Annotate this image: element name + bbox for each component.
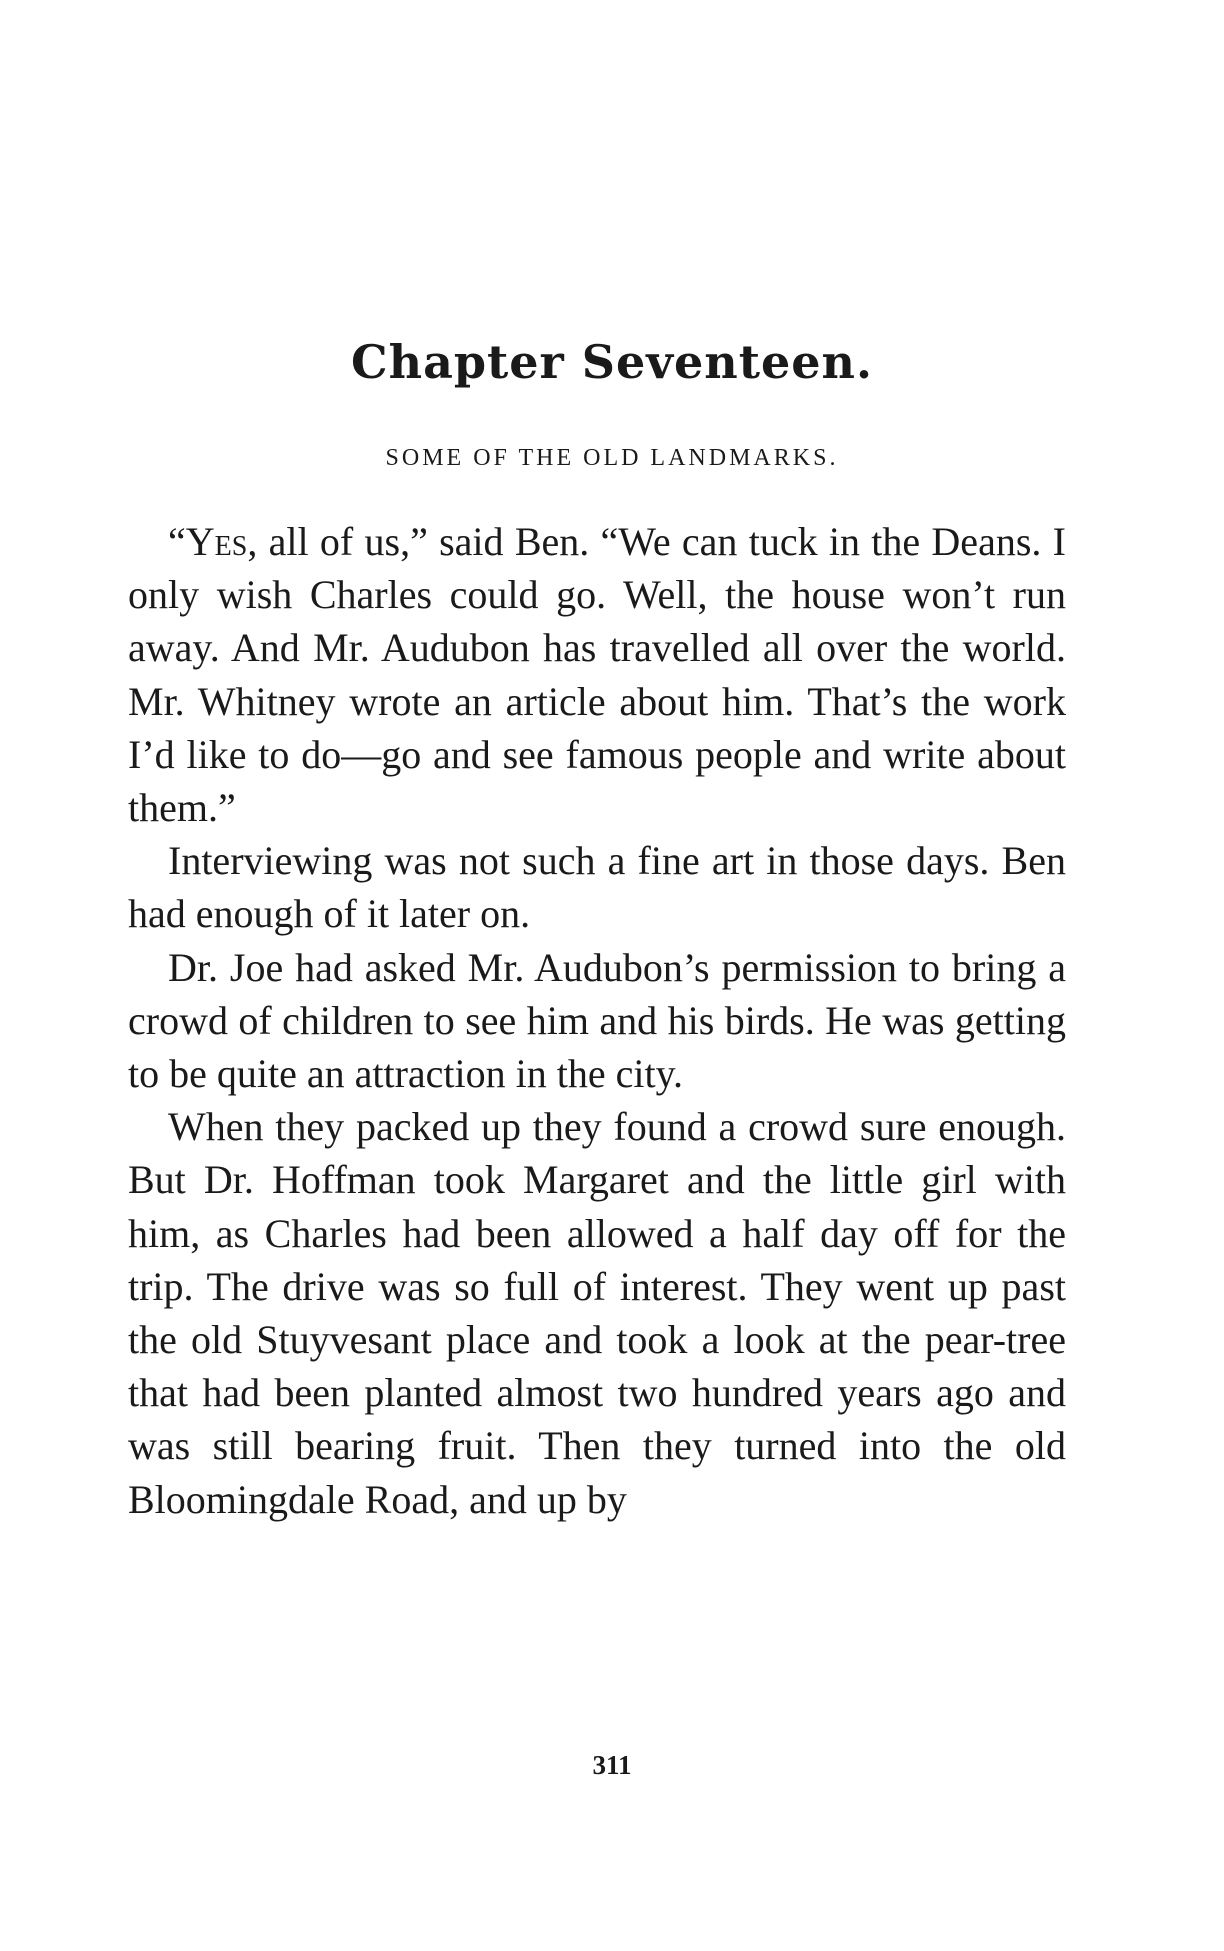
paragraph: [128, 515, 1066, 834]
paragraph-text: , all of us,” said Ben. “We can tuck in the Deans. I only wish Charles could go. Well, the house won’t run away. And Mr. Audubon has travelled all over the world. Mr. Whitney wrote an article about him. That’s the work I’d like to do—go and see famous people and write about them.”: [128, 519, 1066, 831]
body-text: [128, 515, 1066, 1526]
paragraph-text: When they packed up they found a crowd sure enough. But Dr. Hoffman took Margaret and the little girl with him, as Charles had been allowed a half day off for the trip. The drive was so full of interest. They went up past the old Stuyvesant place and took a look at the pear-tree that had been planted almost two hundred years ago and was still bearing fruit. Then they turned into the old Bloomingdale Road, and up by: [128, 1104, 1066, 1522]
paragraph-text: Interviewing was not such a fine art in those days. Ben had enough of it later on.: [128, 838, 1066, 937]
page-number: 311: [592, 1750, 632, 1780]
paragraph-text: Dr. Joe had asked Mr. Audubon’s permission to bring a crowd of children to see him and his birds. He was getting to be quite an attraction in the city.: [128, 944, 1066, 1097]
chapter-subtitle: SOME OF THE OLD LANDMARKS.: [385, 445, 839, 471]
paragraph: [128, 1100, 1066, 1526]
lead-small-caps: Yes: [185, 519, 248, 564]
paragraph: [128, 834, 1066, 940]
paragraph: [128, 941, 1066, 1101]
open-quote: “: [168, 519, 186, 564]
chapter-title: Chapter Seventeen.: [351, 335, 873, 389]
